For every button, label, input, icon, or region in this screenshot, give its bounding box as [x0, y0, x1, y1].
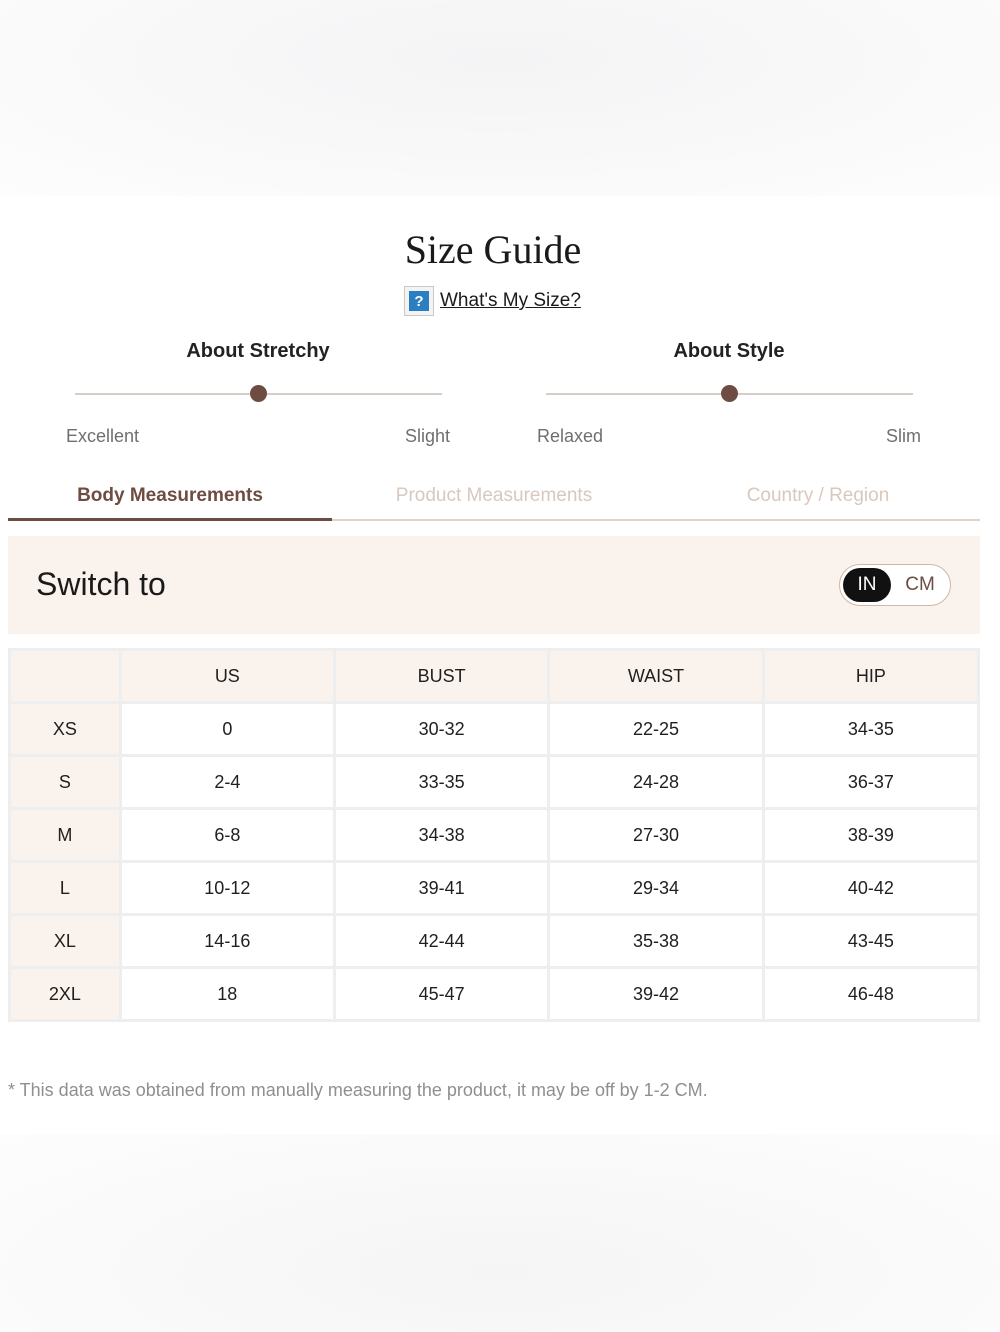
stretchy-title: About Stretchy — [186, 340, 330, 362]
table-cell: 6-8 — [120, 809, 334, 862]
table-row — [10, 809, 979, 862]
stretchy-high-label: Slight — [404, 426, 450, 446]
stretchy-indicator — [250, 385, 267, 402]
table-cell: 18 — [120, 968, 334, 1021]
question-mark-icon: ? — [409, 291, 429, 311]
unit-option-cm[interactable]: CM — [905, 574, 935, 595]
table-cell: 39-41 — [334, 862, 548, 915]
table-cell: 45-47 — [334, 968, 548, 1021]
table-cell: 10-12 — [120, 862, 334, 915]
table-header-cell — [10, 650, 121, 703]
table-row — [10, 756, 979, 809]
help-icon — [404, 286, 434, 316]
table-cell: 14-16 — [120, 915, 334, 968]
style-low-label: Relaxed — [537, 426, 604, 446]
style-indicator — [721, 385, 738, 402]
table-cell: 46-48 — [763, 968, 978, 1021]
table-cell: 39-42 — [549, 968, 763, 1021]
table-cell: 36-37 — [763, 756, 978, 809]
table-header-cell: HIP — [763, 650, 978, 703]
table-cell: 0 — [120, 703, 334, 756]
table-cell: 35-38 — [549, 915, 763, 968]
table-header-cell: WAIST — [549, 650, 763, 703]
size-label-cell: L — [10, 862, 121, 915]
measurement-tabs — [8, 474, 980, 522]
whats-my-size-link[interactable] — [404, 284, 581, 318]
switch-label: Switch to — [36, 566, 166, 602]
style-scale — [529, 336, 929, 456]
size-table — [8, 648, 980, 1022]
size-label-cell: S — [10, 756, 121, 809]
unit-toggle[interactable] — [839, 564, 951, 606]
tab-country-region[interactable]: Country / Region — [746, 485, 890, 506]
table-row — [10, 703, 979, 756]
table-row — [10, 862, 979, 915]
table-cell: 42-44 — [334, 915, 548, 968]
size-label-cell: 2XL — [10, 968, 121, 1021]
tab-body-measurements[interactable]: Body Measurements — [77, 485, 263, 506]
style-title: About Style — [673, 340, 785, 362]
size-label-cell: M — [10, 809, 121, 862]
table-cell: 34-35 — [763, 703, 978, 756]
table-cell: 2-4 — [120, 756, 334, 809]
table-cell: 40-42 — [763, 862, 978, 915]
table-row — [10, 915, 979, 968]
table-cell: 24-28 — [549, 756, 763, 809]
page-title: Size Guide — [404, 227, 582, 272]
unit-switch-bar — [8, 536, 980, 634]
table-cell: 30-32 — [334, 703, 548, 756]
active-tab-indicator — [8, 518, 332, 521]
table-cell: 43-45 — [763, 915, 978, 968]
table-header-cell: BUST — [334, 650, 548, 703]
table-cell: 22-25 — [549, 703, 763, 756]
style-high-label: Slim — [886, 426, 921, 446]
measurement-disclaimer: * This data was obtained from manually measuring the product, it may be off by 1-2 CM. — [8, 1080, 708, 1100]
table-cell: 29-34 — [549, 862, 763, 915]
table-cell: 34-38 — [334, 809, 548, 862]
stretchy-scale — [58, 336, 458, 456]
table-cell: 27-30 — [549, 809, 763, 862]
bottom-backdrop — [0, 1134, 1000, 1332]
table-row — [10, 968, 979, 1021]
whats-my-size-label[interactable]: What's My Size? — [440, 290, 581, 311]
table-header-cell: US — [120, 650, 334, 703]
size-label-cell: XS — [10, 703, 121, 756]
top-backdrop — [0, 0, 1000, 196]
stretchy-low-label: Excellent — [66, 426, 140, 446]
table-header-row — [10, 650, 979, 703]
table-cell: 33-35 — [334, 756, 548, 809]
size-guide-panel — [0, 196, 1000, 1134]
table-cell: 38-39 — [763, 809, 978, 862]
unit-option-in[interactable]: IN — [843, 568, 891, 602]
size-label-cell: XL — [10, 915, 121, 968]
tab-product-measurements[interactable]: Product Measurements — [395, 485, 593, 506]
